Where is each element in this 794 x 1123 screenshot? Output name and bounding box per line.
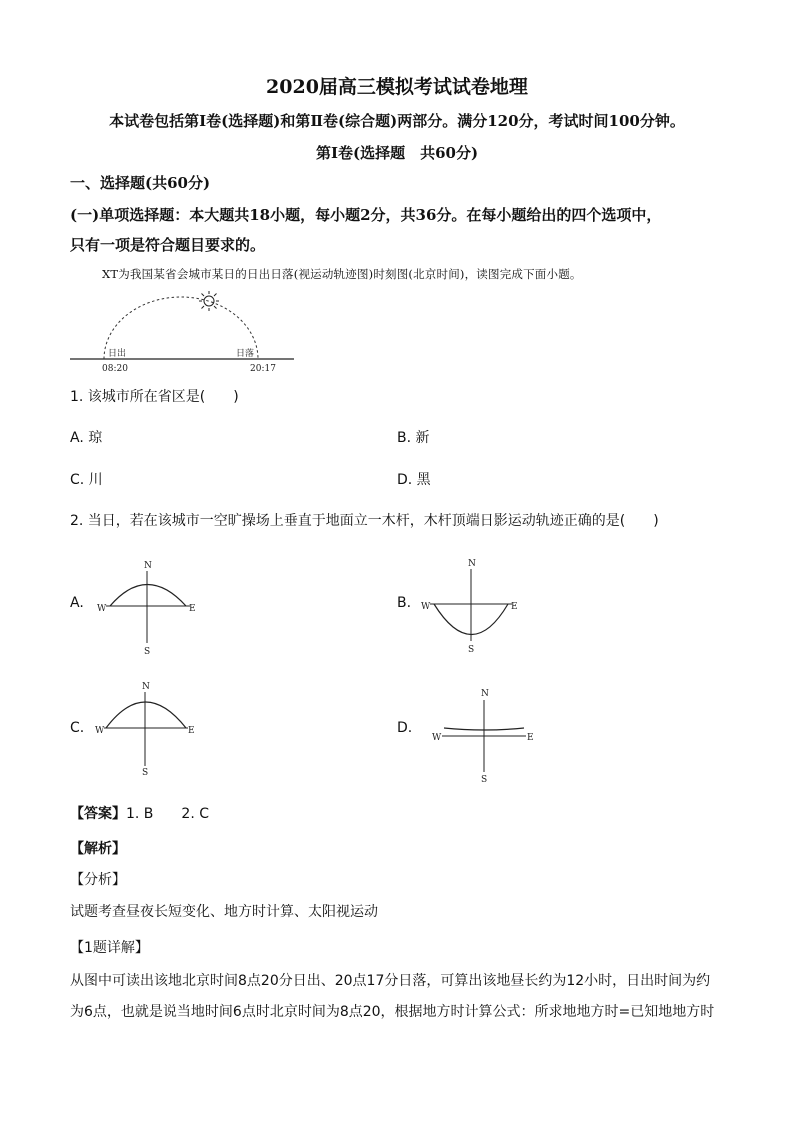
analysis-heading: 【解析】 (70, 841, 126, 857)
svg-text:W: W (95, 726, 105, 736)
fenxi-heading: 【分析】 (70, 872, 126, 888)
q1-stem: 1. 该城市所在省区是( ) (70, 389, 239, 405)
sun-path-arc (104, 297, 258, 359)
analysis-topic: 试题考查昼夜长短变化、地方时计算、太阳视运动 (70, 904, 378, 920)
sun-icon (199, 291, 219, 311)
svg-text:W: W (421, 602, 431, 612)
q2-option-c-diagram (90, 676, 208, 780)
q1-option-d: D. 黑 (397, 472, 431, 488)
sunrise-label: 日出 (108, 349, 127, 359)
q1-detail-line-1: 从图中可读出该地北京时间8点20分日出、20点17分日落，可算出该地昼长约为12小时，日出时间为约 (70, 973, 711, 989)
svg-text:E: E (527, 733, 534, 743)
q1-detail-line-2: 为6点，也就是说当地时间6点时北京时间为8点20，根据地方时计算公式：所求地地方时=已知地地方时 (70, 1004, 715, 1020)
instruction-line-2: 只有一项是符合题目要求的。 (70, 236, 266, 254)
volume-heading: 第Ⅰ卷(选择题 共60分) (315, 144, 479, 162)
svg-text:S: S (481, 775, 488, 785)
svg-text:E: E (188, 726, 195, 736)
sun-path-figure (66, 284, 302, 376)
q1-option-a: A. 琼 (70, 430, 103, 446)
svg-text:S: S (468, 645, 475, 655)
sunset-time: 20:17 (250, 364, 276, 374)
svg-text:N: N (144, 561, 152, 571)
q2-stem: 2. 当日，若在该城市一空旷操场上垂直于地面立一木杆，木杆顶端日影运动轨迹正确的是( ) (70, 513, 659, 529)
q2-option-d-label: D. (397, 720, 413, 736)
q1-option-b: B. 新 (397, 430, 430, 446)
q2-option-d-diagram (426, 684, 544, 788)
svg-text:N: N (468, 559, 476, 569)
q2-option-b-diagram (416, 553, 532, 657)
page-title: 2020届高三模拟考试试卷地理 (266, 76, 528, 98)
q1-option-c: C. 川 (70, 472, 103, 488)
answer-tag: 【答案】 (70, 806, 126, 822)
svg-text:S: S (142, 768, 149, 778)
svg-text:S: S (144, 647, 151, 657)
svg-text:E: E (511, 602, 518, 612)
svg-text:W: W (97, 604, 107, 614)
svg-text:E: E (189, 604, 196, 614)
q2-option-a-diagram (90, 555, 210, 659)
sunrise-time: 08:20 (102, 364, 128, 374)
q2-option-b-label: B. (397, 595, 412, 611)
svg-text:N: N (481, 689, 489, 699)
q2-option-a-label: A. (70, 595, 84, 611)
section-heading: 一、选择题(共60分) (70, 174, 211, 192)
q2-option-c-label: C. (70, 720, 85, 736)
svg-text:W: W (432, 733, 442, 743)
instruction-line-1: (一)单项选择题：本大题共18小题，每小题2分，共36分。在每小题给出的四个选项中， (70, 206, 662, 224)
answer-line (70, 803, 209, 823)
figure-intro: XT为我国某省会城市某日的日出日落(视运动轨迹图)时刻图(北京时间)，读图完成下面小题。 (102, 267, 582, 281)
answer-text: 1. B 2. C (126, 806, 209, 822)
q1-detail-heading: 【1题详解】 (70, 940, 149, 956)
sunset-label: 日落 (236, 349, 255, 359)
svg-text:N: N (142, 682, 150, 692)
exam-note: 本试卷包括第Ⅰ卷(选择题)和第Ⅱ卷(综合题)两部分。满分120分，考试时间100分钟。 (109, 112, 685, 130)
